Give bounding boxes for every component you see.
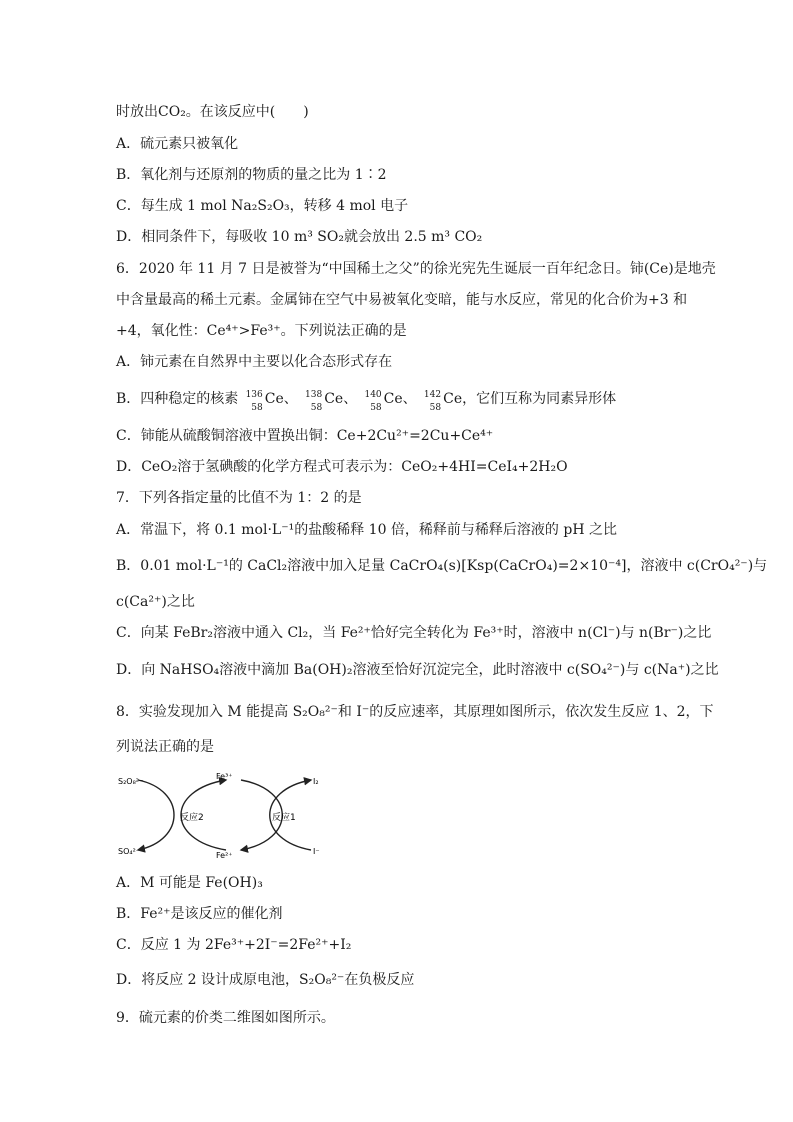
nuclide-ce136: 136 58	[245, 390, 263, 413]
q6-option-b-prefix: B．四种稳定的核素	[116, 391, 239, 407]
q6-stem-line1: 6．2020 年 11 月 7 日是被誉为“中国稀土之父”的徐光宪先生诞辰一百年纪念日。铈(Ce)是地壳	[116, 261, 716, 277]
q6-option-c: C．铈能从硫酸铜溶液中置换出铜：Ce+2Cu²⁺=2Cu+Ce⁴⁺	[116, 428, 494, 444]
q8-option-d: D．将反应 2 设计成原电池，S₂O₈²⁻在负极反应	[116, 972, 415, 988]
q6-option-b-suffix: ，它们互称为同素异形体	[462, 391, 617, 407]
q6-stem-line3: +4，氧化性：Ce⁴⁺>Fe³⁺。下列说法正确的是	[116, 323, 407, 339]
q5-option-d: D．相同条件下，每吸收 10 m³ SO₂就会放出 2.5 m³ CO₂	[116, 229, 483, 245]
q6-stem-line2: 中含量最高的稀土元素。金属铈在空气中易被氧化变暗，能与水反应，常见的化合价为+3 和	[116, 292, 688, 308]
label-i-minus: I⁻	[313, 847, 320, 856]
q6-option-b: B．四种稳定的核素 136 58 Ce、 138 58 Ce、 140 58 Ce、 142 58 Ce，它们互称为同素异形体	[116, 390, 617, 413]
q9-stem: 9．硫元素的价类二维图如图所示。	[116, 1010, 335, 1026]
q7-option-c: C．向某 FeBr₂溶液中通入 Cl₂，当 Fe²⁺恰好完全转化为 Fe³⁺时，溶液中 n(Cl⁻)与 n(Br⁻)之比	[116, 625, 712, 641]
q7-option-b-line1: B．0.01 mol·L⁻¹的 CaCl₂溶液中加入足量 CaCrO₄(s)[Ksp(CaCrO₄)=2×10⁻⁴]，溶液中 c(CrO₄²⁻)与	[116, 558, 768, 574]
label-fe3-top: Fe³⁺	[216, 772, 233, 781]
q8-option-a: A．M 可能是 Fe(OH)₃	[116, 875, 263, 891]
q7-option-d: D．向 NaHSO₄溶液中滴加 Ba(OH)₂溶液至恰好沉淀完全，此时溶液中 c(SO₄²⁻)与 c(Na⁺)之比	[116, 662, 719, 678]
nuclide-ce138: 138 58	[305, 390, 323, 413]
arc-s2o8-to-so4	[138, 780, 174, 850]
label-reaction2: 反应2	[180, 813, 204, 823]
label-so4: SO₄²⁻	[118, 847, 141, 856]
q8-option-c: C．反应 1 为 2Fe³⁺+2I⁻=2Fe²⁺+I₂	[116, 937, 352, 953]
q6-option-a: A．铈元素在自然界中主要以化合态形式存在	[116, 354, 393, 370]
label-fe2-bottom: Fe²⁺	[216, 851, 233, 860]
q7-stem: 7．下列各指定量的比值不为 1：2 的是	[116, 490, 362, 506]
nuclide-ce142: 142 58	[423, 390, 442, 413]
q8-stem-line2: 列说法正确的是	[116, 739, 214, 755]
q7-option-a: A．常温下，将 0.1 mol·L⁻¹的盐酸稀释 10 倍，稀释前与稀释后溶液的 pH 之比	[116, 522, 617, 538]
q5-option-a: A．硫元素只被氧化	[116, 136, 239, 152]
q8-stem-line1: 8．实验发现加入 M 能提高 S₂O₈²⁻和 I⁻的反应速率，其原理如图所示，依次发生反应 1、2，下	[116, 704, 714, 720]
label-i2: I₂	[313, 777, 319, 786]
nuclide-ce140: 140 58	[364, 390, 382, 413]
q5-option-c: C．每生成 1 mol Na₂S₂O₃，转移 4 mol 电子	[116, 198, 409, 214]
q5-option-b: B．氧化剂与还原剂的物质的量之比为 1∶2	[116, 167, 387, 183]
q8-option-b: B．Fe²⁺是该反应的催化剂	[116, 906, 283, 922]
q7-option-b-line2: c(Ca²⁺)之比	[116, 594, 195, 610]
label-reaction1: 反应1	[272, 813, 296, 823]
label-s2o8: S₂O₈²⁻	[118, 777, 144, 786]
q6-option-d: D．CeO₂溶于氢碘酸的化学方程式可表示为：CeO₂+4HI=CeI₄+2H₂O	[116, 459, 568, 475]
q5-stem-tail: 时放出CO₂。在该反应中( )	[116, 104, 309, 120]
reaction-cycle-diagram	[116, 770, 336, 860]
